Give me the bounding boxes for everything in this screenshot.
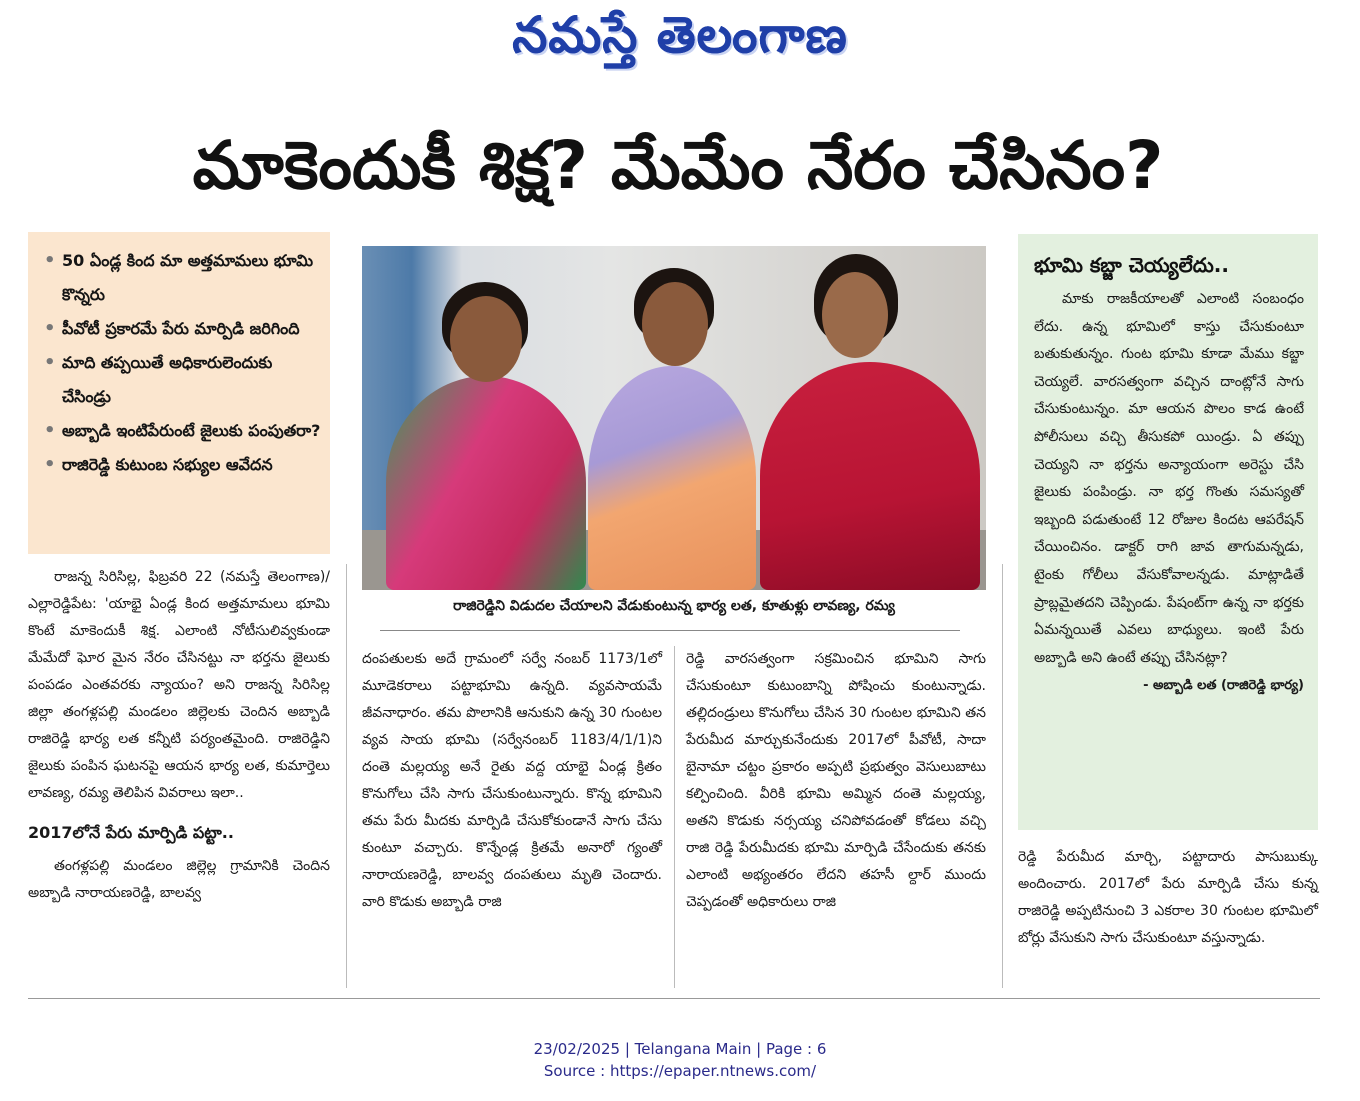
- highlight-text: అబ్బాడి ఇంటిపేరుంటే జైలుకు పంపుతరా?: [62, 421, 321, 440]
- bullet-icon: •: [44, 318, 56, 339]
- newspaper-masthead: నమస్తే తెలంగాణ: [512, 6, 848, 64]
- article-column-4: [1018, 844, 1318, 952]
- article-column-2: [362, 646, 662, 916]
- highlight-item: [42, 346, 322, 414]
- bullet-icon: •: [44, 420, 56, 441]
- article-subhead: 2017లోనే పేరు మార్పిడి పట్టా..: [28, 823, 234, 842]
- caption-divider: [380, 630, 960, 631]
- column-divider: [1002, 564, 1003, 988]
- photo-caption: రాజిరెడ్డిని విడుదల చేయాలని వేడుకుంటున్న భార్య లత, కూతుళ్లు లావణ్య, రమ్య: [453, 598, 895, 614]
- footer-date-edition: 23/02/2025 | Telangana Main | Page : 6: [533, 1040, 827, 1058]
- highlights-box: [28, 232, 330, 554]
- highlight-item: [42, 414, 322, 448]
- article-column-1: [28, 564, 330, 907]
- person-left: [386, 376, 586, 590]
- head-right: [822, 272, 888, 358]
- highlight-text: 50 ఏండ్ల కింద మా అత్తమామలు భూమి కొన్నరు: [62, 251, 314, 304]
- highlight-item: [42, 312, 322, 346]
- sidebar-title: భూమి కబ్జా చెయ్యలేదు..: [1034, 253, 1229, 277]
- highlight-text: రాజిరెడ్డి కుటుంబ సభ్యుల ఆవేదన: [62, 455, 273, 474]
- footer-source-link[interactable]: Source : https://epaper.ntnews.com/: [543, 1062, 817, 1080]
- article-paragraph: రెడ్డి పేరుమీద మార్చి, పట్టాదారు పాసుబుక్కు అందించారు. 2017లో పేరు మార్పిడి చేసు కున్న రాజిరెడ్డి అప్పటినుంచి 3 ఎకరాల 30 గుంటల భూమిలో బోర్లు వేసుకుని సాగు చేసుకుంటూ వస్తున్నాడు.: [1018, 849, 1318, 946]
- sidebar-body: మాకు రాజకీయాలతో ఎలాంటి సంబంధం లేదు. ఉన్న భూమిలో కాస్తు చేసుకుంటూ బతుకుతున్నం. గుంట భూమి కూడా మేము కబ్జా చెయ్యలే. వారసత్వంగా వచ్చిన దాంట్లోనే సాగు చేసుకుంటున్నం. మా ఆయన పొలం కాడ ఉంటే పోలీసులు వచ్చి తీసుకపో యిండ్రు. ఏ తప్పు చెయ్యని నా భర్తను అన్యాయంగా అరెస్టు చేసి జైలుకు పంపిండ్రు. నా భర్త గొంతు సమస్యతో ఇబ్బంది పడుతుంటే 12 రోజుల కిందట ఆపరేషన్ చేయించినం. డాక్టర్ రాగి జావ తాగుమన్నడు, టైంకు గోలీలు వేసుకోవాలన్నడు. మాట్లాడితే ప్రాబ్లమైతదని చెప్పిండు. పేషంట్‌గా ఉన్న నా భర్తకు ఏమన్నయితే ఎవలు బాధ్యులు. ఇంటి పేరు అబ్బాడి అని ఉంటే తప్పు చేసినట్లా?: [1034, 291, 1304, 666]
- article-paragraph: తంగళ్లపల్లి మండలం జిల్లెల్ల గ్రామానికి చెందిన అబ్బాడి నారాయణరెడ్డి, బాలవ్వ: [28, 858, 330, 901]
- highlight-item: [42, 244, 322, 312]
- sidebar-signature: - అబ్బాడి లత (రాజిరెడ్డి భార్య): [1143, 678, 1304, 694]
- person-middle: [588, 366, 756, 590]
- highlight-text: మాది తప్పయితే అధికారులెందుకు చేసిండ్రు: [62, 353, 273, 406]
- quote-sidebar: [1018, 234, 1318, 830]
- column-divider: [346, 564, 347, 988]
- head-left: [450, 296, 522, 382]
- bullet-icon: •: [44, 250, 56, 271]
- article-intro: రాజన్న సిరిసిల్ల, ఫిబ్రవరి 22 (నమస్తే తెలంగాణ)/ఎల్లారెడ్డిపేట: 'యాభై ఏండ్ల కింద అత్తమామలు భూమి కొంటే మాకెందుకీ శిక్ష. ఎలాంటి నోటీసులివ్వకుండా మేమేదో ఘోర మైన నేరం చేసినట్టు నా భర్తను జైలుకు పంపడం ఎంతవరకు న్యాయం? అని రాజన్న సిరిసిల్ల జిల్లా తంగళ్లపల్లి మండలం జిల్లెలకు చెందిన అబ్బాడి రాజిరెడ్డి భార్య లత కన్నీటి పర్యంతమైంది. రాజిరెడ్డిని జైలుకు పంపిన ఘటనపై ఆయన భార్య లత, కుమార్తెలు లావణ్య, రమ్య తెలిపిన వివరాలు ఇలా..: [28, 569, 330, 801]
- head-middle: [642, 282, 708, 366]
- page-bottom-rule: [28, 998, 1320, 999]
- article-photo: [362, 246, 986, 590]
- column-divider: [674, 646, 675, 988]
- article-paragraph: దంపతులకు అదే గ్రామంలో సర్వే నంబర్ 1173/1లో మూడెకరాలు పట్టాభూమి ఉన్నది. వ్యవసాయమే జీవనాధారం. తమ పొలానికి ఆనుకుని ఉన్న 30 గుంటల వ్యవ సాయ భూమి (సర్వేనంబర్ 1183/4/1/1)ని దంతె మల్లయ్య అనే రైతు వద్ద యాభై ఏండ్ల క్రితం కొనుగోలు చేసి సాగు చేసుకుంటున్నారు. కొన్న భూమిని తమ పేరు మీదకు మార్పిడి చేసుకోకుండానే సాగు చేసు కుంటూ వచ్చారు. కొన్నేండ్ల క్రితమే అనారో గ్యంతో నారాయణరెడ్డి, బాలవ్వ దంపతులు మృతి చెందారు. వారి కొడుకు అబ్బాడి రాజి: [362, 651, 662, 910]
- person-right: [760, 362, 980, 590]
- bullet-icon: •: [44, 454, 56, 475]
- highlight-text: పీవోటీ ప్రకారమే పేరు మార్పిడి జరిగింది: [62, 319, 300, 338]
- article-headline: మాకెందుకీ శిక్ష? మేమేం నేరం చేసినం?: [192, 127, 1164, 204]
- article-paragraph: రెడ్డి వారసత్వంగా సక్రమించిన భూమిని సాగు చేసుకుంటూ కుటుంబాన్ని పోషించు కుంటున్నాడు. తల్లిదండ్రులు కొనుగోలు చేసిన 30 గుంటల భూమిని తన పేరుమీద మార్చుకునేందుకు 2017లో పీవోటీ, సాదా బైనామా చట్టం ప్రకారం అప్పటి ప్రభుత్వం వెసులుబాటు కల్పించింది. వీరికి భూమి అమ్మిన దంతె మల్లయ్య, అతని కొడుకు నర్సయ్య చనిపోవడంతో కోడలు వచ్చి రాజి రెడ్డి పేరుమీదకు భూమి మార్పిడి చేసేందుకు తనకు ఎలాంటి అభ్యంతరం లేదని తహసీ ల్దార్ ముందు చెప్పడంతో అధికారులు రాజి: [686, 651, 986, 910]
- highlight-item: [42, 448, 322, 482]
- bullet-icon: •: [44, 352, 56, 373]
- article-column-3: [686, 646, 986, 916]
